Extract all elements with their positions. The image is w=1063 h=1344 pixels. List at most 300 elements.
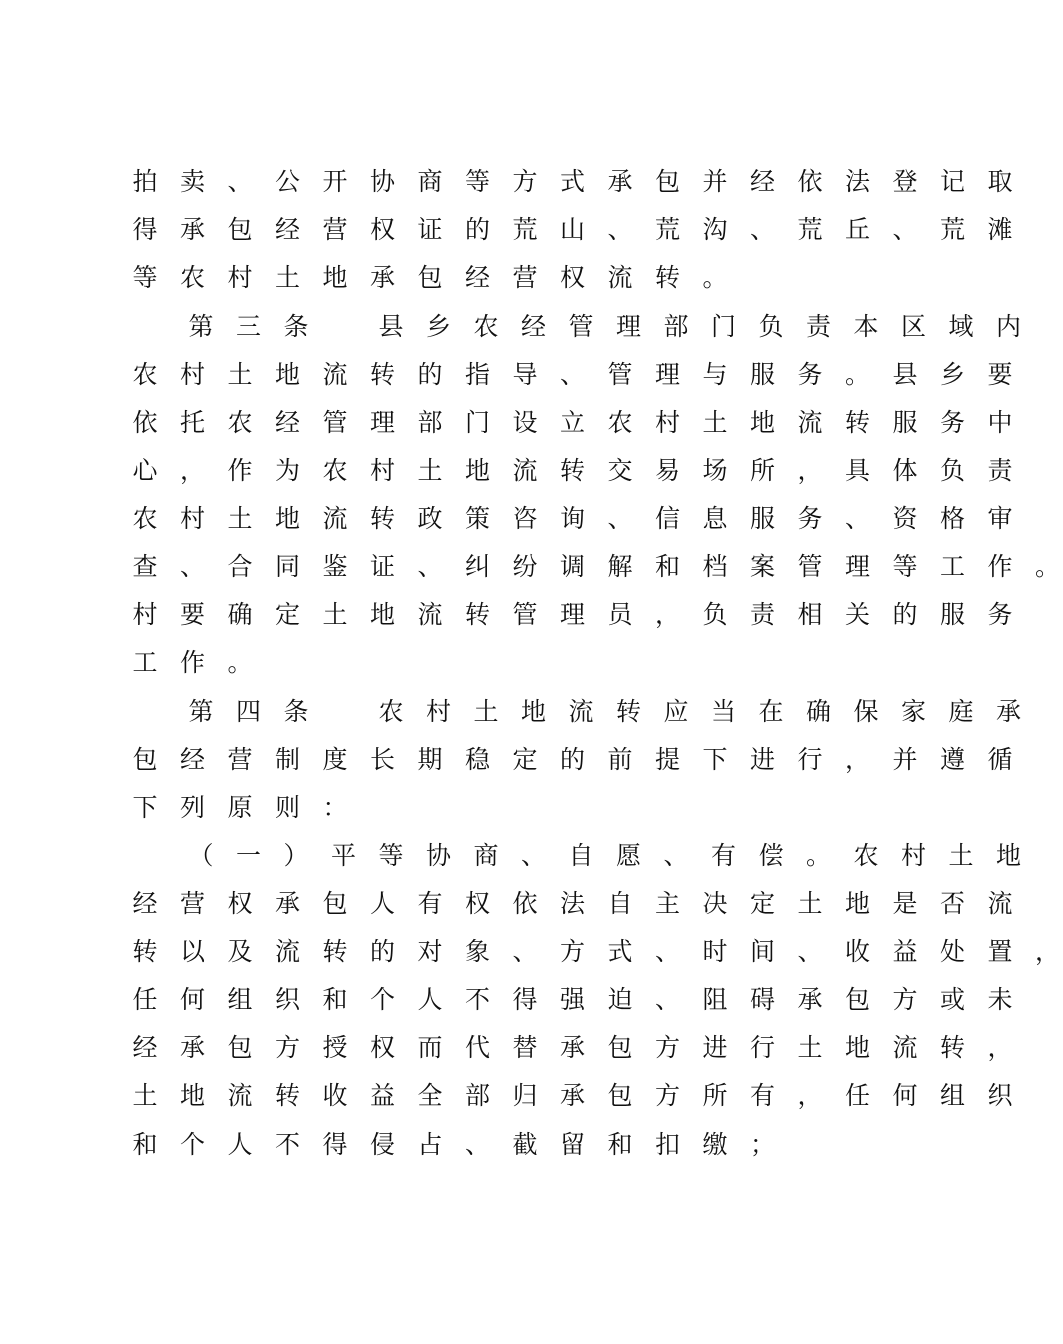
glyph: 审 [987, 504, 1013, 533]
glyph: 登 [892, 167, 918, 196]
glyph: 期 [417, 745, 443, 774]
glyph: 商 [473, 841, 499, 870]
glyph: 。 [844, 360, 870, 389]
glyph: 转 [369, 504, 395, 533]
glyph: ： [322, 793, 348, 822]
glyph: 协 [369, 167, 395, 196]
glyph: 有 [749, 1081, 775, 1110]
glyph: 立 [559, 408, 585, 437]
glyph: 全 [417, 1081, 443, 1110]
glyph: 式 [559, 167, 585, 196]
glyph: 包 [844, 985, 870, 1014]
glyph: 承 [274, 889, 300, 918]
glyph: 转 [369, 360, 395, 389]
glyph: 等 [132, 263, 158, 292]
text-line-5 [0, 355, 1013, 395]
glyph: 服 [892, 408, 918, 437]
glyph: 地 [274, 504, 300, 533]
glyph: 、 [892, 215, 918, 244]
glyph: 县 [892, 360, 918, 389]
glyph: 资 [892, 504, 918, 533]
glyph: 为 [274, 456, 300, 485]
glyph: 缴 [702, 1130, 728, 1159]
glyph: 或 [939, 985, 965, 1014]
glyph: 中 [987, 408, 1013, 437]
glyph: 行 [749, 1033, 775, 1062]
glyph: 三 [235, 312, 261, 341]
glyph: 所 [749, 456, 775, 485]
glyph: 关 [844, 600, 870, 629]
glyph: 地 [749, 408, 775, 437]
glyph: 时 [702, 937, 728, 966]
glyph: 得 [132, 215, 158, 244]
glyph: 乡 [939, 360, 965, 389]
glyph: 理 [844, 552, 870, 581]
glyph: 依 [797, 167, 823, 196]
glyph: 。 [702, 263, 728, 292]
glyph: 流 [322, 504, 348, 533]
glyph: 村 [132, 600, 158, 629]
glyph: ， [797, 456, 823, 485]
glyph: 、 [520, 841, 546, 870]
glyph: 定 [512, 745, 538, 774]
glyph: 、 [179, 552, 205, 581]
glyph: 土 [797, 1033, 823, 1062]
glyph: 取 [987, 167, 1013, 196]
glyph: 方 [892, 985, 918, 1014]
glyph: 经 [179, 745, 205, 774]
glyph: 政 [417, 504, 443, 533]
glyph: 、 [417, 552, 443, 581]
glyph: 原 [227, 793, 253, 822]
glyph: 象 [464, 937, 490, 966]
glyph: 包 [322, 889, 348, 918]
glyph: 包 [607, 1081, 633, 1110]
glyph: 遵 [939, 745, 965, 774]
glyph: 营 [227, 745, 253, 774]
text-line-20 [0, 1076, 1013, 1116]
glyph: 得 [512, 985, 538, 1014]
glyph: 权 [369, 1033, 395, 1062]
glyph: 要 [179, 600, 205, 629]
text-line-7 [0, 451, 1013, 491]
text-line-17 [0, 932, 1060, 972]
glyph: 解 [607, 552, 633, 581]
glyph: 列 [179, 793, 205, 822]
glyph: 信 [654, 504, 680, 533]
glyph: 。 [227, 648, 253, 677]
glyph: 四 [235, 697, 261, 726]
glyph: 沟 [702, 215, 728, 244]
glyph: 任 [844, 1081, 870, 1110]
glyph: 行 [797, 745, 823, 774]
glyph: 公 [274, 167, 300, 196]
glyph: 法 [844, 167, 870, 196]
glyph: 交 [607, 456, 633, 485]
glyph: 易 [654, 456, 680, 485]
glyph: 工 [132, 648, 158, 677]
glyph: 的 [369, 937, 395, 966]
glyph: 理 [559, 600, 585, 629]
glyph: 扣 [654, 1130, 680, 1159]
glyph: 制 [274, 745, 300, 774]
glyph: 自 [568, 841, 594, 870]
glyph: 土 [274, 263, 300, 292]
glyph: 卖 [179, 167, 205, 196]
glyph: 、 [844, 504, 870, 533]
glyph: 承 [797, 985, 823, 1014]
glyph: 进 [749, 745, 775, 774]
glyph: 偿 [758, 841, 784, 870]
glyph: 相 [797, 600, 823, 629]
glyph: 有 [417, 889, 443, 918]
glyph: 地 [844, 1033, 870, 1062]
glyph: 荒 [512, 215, 538, 244]
glyph: 的 [892, 600, 918, 629]
glyph: 农 [227, 408, 253, 437]
glyph: 部 [663, 312, 689, 341]
glyph: 门 [464, 408, 490, 437]
glyph: 查 [132, 552, 158, 581]
glyph: 经 [132, 1033, 158, 1062]
glyph: 同 [274, 552, 300, 581]
glyph: 证 [417, 215, 443, 244]
glyph: 流 [568, 697, 594, 726]
text-line-11 [0, 643, 950, 683]
glyph: 、 [663, 841, 689, 870]
glyph: 、 [749, 215, 775, 244]
glyph: 土 [417, 456, 443, 485]
glyph: 得 [322, 1130, 348, 1159]
glyph: 未 [987, 985, 1013, 1014]
glyph: 方 [559, 937, 585, 966]
glyph: 部 [464, 1081, 490, 1110]
text-line-15 [0, 836, 1021, 876]
glyph: 村 [227, 263, 253, 292]
glyph: 方 [654, 1081, 680, 1110]
glyph: 证 [369, 552, 395, 581]
glyph: 人 [227, 1130, 253, 1159]
glyph: 长 [369, 745, 395, 774]
glyph: ） [283, 841, 309, 870]
glyph: 处 [939, 937, 965, 966]
glyph: ， [797, 1081, 823, 1110]
glyph: 理 [369, 408, 395, 437]
glyph: 服 [749, 360, 775, 389]
glyph: 当 [710, 697, 736, 726]
glyph: 务 [987, 600, 1013, 629]
glyph: 务 [797, 504, 823, 533]
glyph: 地 [369, 600, 395, 629]
text-line-10 [0, 595, 1013, 635]
glyph: 营 [512, 263, 538, 292]
glyph: 地 [995, 841, 1021, 870]
glyph: 区 [900, 312, 926, 341]
glyph: 度 [322, 745, 348, 774]
glyph: 流 [987, 889, 1013, 918]
glyph: 责 [805, 312, 831, 341]
glyph [329, 307, 359, 347]
glyph: 权 [464, 889, 490, 918]
glyph: 山 [559, 215, 585, 244]
glyph: 转 [654, 263, 680, 292]
glyph: 土 [473, 697, 499, 726]
glyph: ， [654, 600, 680, 629]
glyph: 、 [654, 937, 680, 966]
glyph: 益 [369, 1081, 395, 1110]
glyph: 所 [702, 1081, 728, 1110]
glyph: 承 [179, 1033, 205, 1062]
glyph: 下 [132, 793, 158, 822]
glyph: ， [1034, 937, 1060, 966]
glyph: 、 [227, 167, 253, 196]
text-line-21 [0, 1125, 950, 1165]
glyph: 自 [607, 889, 633, 918]
glyph: 作 [987, 552, 1013, 581]
text-line-14 [0, 788, 950, 828]
glyph: 家 [900, 697, 926, 726]
glyph: 鉴 [322, 552, 348, 581]
glyph: 理 [615, 312, 641, 341]
glyph: 方 [512, 167, 538, 196]
glyph: 地 [274, 360, 300, 389]
glyph: 村 [900, 841, 926, 870]
glyph: ， [179, 456, 205, 485]
glyph: 应 [663, 697, 689, 726]
glyph: 商 [417, 167, 443, 196]
glyph: 不 [464, 985, 490, 1014]
glyph: ； [749, 1130, 775, 1159]
glyph: 场 [702, 456, 728, 485]
glyph: 记 [939, 167, 965, 196]
glyph: 何 [179, 985, 205, 1014]
glyph: 调 [559, 552, 585, 581]
glyph: 格 [939, 504, 965, 533]
glyph: 、 [607, 215, 633, 244]
glyph: 设 [512, 408, 538, 437]
glyph: 作 [179, 648, 205, 677]
glyph: 地 [464, 456, 490, 485]
glyph: 、 [464, 1130, 490, 1159]
glyph: ， [844, 745, 870, 774]
glyph: 、 [797, 937, 823, 966]
glyph: 流 [227, 1081, 253, 1110]
glyph: 服 [749, 504, 775, 533]
glyph: 务 [939, 408, 965, 437]
glyph: 下 [702, 745, 728, 774]
glyph: 方 [274, 1033, 300, 1062]
glyph: 确 [227, 600, 253, 629]
glyph: （ [188, 841, 214, 870]
glyph: 心 [132, 456, 158, 485]
glyph: 个 [369, 985, 395, 1014]
glyph: 具 [844, 456, 870, 485]
glyph: 归 [512, 1081, 538, 1110]
glyph: 服 [939, 600, 965, 629]
glyph: 负 [702, 600, 728, 629]
glyph: 和 [654, 552, 680, 581]
glyph: 庭 [948, 697, 974, 726]
glyph: 承 [559, 1033, 585, 1062]
glyph: 人 [369, 889, 395, 918]
glyph: 一 [235, 841, 261, 870]
glyph: 流 [512, 456, 538, 485]
glyph: 、 [607, 504, 633, 533]
glyph: 及 [227, 937, 253, 966]
glyph: 主 [654, 889, 680, 918]
glyph: 。 [805, 841, 831, 870]
glyph: 阻 [702, 985, 728, 1014]
glyph: 询 [559, 504, 585, 533]
glyph: 有 [710, 841, 736, 870]
glyph: 转 [464, 600, 490, 629]
glyph: 授 [322, 1033, 348, 1062]
glyph: 经 [274, 215, 300, 244]
glyph: 包 [132, 745, 158, 774]
glyph: 权 [369, 215, 395, 244]
glyph: 个 [179, 1130, 205, 1159]
glyph: 包 [227, 1033, 253, 1062]
glyph: 责 [987, 456, 1013, 485]
glyph: 依 [512, 889, 538, 918]
glyph: 土 [132, 1081, 158, 1110]
text-line-9 [0, 547, 1060, 587]
glyph: 滩 [987, 215, 1013, 244]
glyph: 包 [654, 167, 680, 196]
glyph: 间 [749, 937, 775, 966]
glyph: 农 [132, 360, 158, 389]
glyph: 土 [702, 408, 728, 437]
glyph: 村 [369, 456, 395, 485]
glyph: 息 [702, 504, 728, 533]
glyph: 管 [607, 360, 633, 389]
glyph: 是 [892, 889, 918, 918]
glyph: 管 [512, 600, 538, 629]
glyph: 体 [892, 456, 918, 485]
glyph: 决 [702, 889, 728, 918]
glyph: 与 [702, 360, 728, 389]
glyph: 条 [283, 697, 309, 726]
glyph: 占 [417, 1130, 443, 1159]
glyph: 务 [797, 360, 823, 389]
text-line-13 [0, 740, 1013, 780]
glyph: 要 [987, 360, 1013, 389]
glyph: 转 [939, 1033, 965, 1062]
text-line-16 [0, 884, 1013, 924]
glyph: 法 [559, 889, 585, 918]
glyph: 纷 [512, 552, 538, 581]
glyph: 组 [939, 1081, 965, 1110]
glyph: 替 [512, 1033, 538, 1062]
glyph: 的 [417, 360, 443, 389]
glyph: 权 [559, 263, 585, 292]
glyph: 土 [227, 360, 253, 389]
glyph: 农 [853, 841, 879, 870]
glyph: ， [987, 1033, 1013, 1062]
glyph: 式 [607, 937, 633, 966]
glyph: 。 [1034, 552, 1060, 581]
glyph: 包 [607, 1033, 633, 1062]
glyph: 代 [464, 1033, 490, 1062]
glyph: 承 [179, 215, 205, 244]
glyph: 人 [417, 985, 443, 1014]
glyph: 员 [607, 600, 633, 629]
glyph: 收 [322, 1081, 348, 1110]
glyph: 织 [274, 985, 300, 1014]
glyph: 转 [132, 937, 158, 966]
glyph: 包 [227, 215, 253, 244]
glyph: 愿 [615, 841, 641, 870]
glyph: 、 [654, 985, 680, 1014]
glyph: 对 [417, 937, 443, 966]
glyph: 依 [132, 408, 158, 437]
glyph: 域 [948, 312, 974, 341]
glyph: 强 [559, 985, 585, 1014]
glyph: 织 [987, 1081, 1013, 1110]
glyph: 乡 [425, 312, 451, 341]
glyph: 托 [179, 408, 205, 437]
glyph: 和 [322, 985, 348, 1014]
glyph: 部 [417, 408, 443, 437]
text-line-6 [0, 403, 1013, 443]
glyph: 平 [330, 841, 356, 870]
glyph: 本 [853, 312, 879, 341]
glyph: 不 [274, 1130, 300, 1159]
glyph: 在 [758, 697, 784, 726]
glyph: 以 [179, 937, 205, 966]
glyph: 包 [417, 263, 443, 292]
glyph: 任 [132, 985, 158, 1014]
glyph: 地 [322, 263, 348, 292]
glyph: 前 [607, 745, 633, 774]
glyph: 合 [227, 552, 253, 581]
glyph: 土 [227, 504, 253, 533]
glyph: 承 [369, 263, 395, 292]
glyph: 等 [892, 552, 918, 581]
glyph: 循 [987, 745, 1013, 774]
glyph: 等 [464, 167, 490, 196]
glyph: 置 [987, 937, 1013, 966]
glyph: 截 [512, 1130, 538, 1159]
glyph: 等 [378, 841, 404, 870]
text-line-12 [0, 692, 1021, 732]
glyph: 农 [322, 456, 348, 485]
glyph: 营 [322, 215, 348, 244]
glyph: 协 [425, 841, 451, 870]
glyph: 第 [188, 312, 214, 341]
glyph: 并 [892, 745, 918, 774]
glyph: 荒 [797, 215, 823, 244]
glyph: 侵 [369, 1130, 395, 1159]
glyph: 的 [464, 215, 490, 244]
glyph: 门 [710, 312, 736, 341]
glyph: 碍 [749, 985, 775, 1014]
text-line-2 [0, 210, 1013, 250]
glyph: 经 [274, 408, 300, 437]
glyph: 荒 [939, 215, 965, 244]
glyph: 地 [520, 697, 546, 726]
glyph: 流 [607, 263, 633, 292]
glyph: 咨 [512, 504, 538, 533]
glyph: 提 [654, 745, 680, 774]
glyph: 管 [797, 552, 823, 581]
text-line-18 [0, 980, 1013, 1020]
glyph: 负 [758, 312, 784, 341]
glyph: 并 [702, 167, 728, 196]
glyph: 承 [607, 167, 633, 196]
glyph: 导 [512, 360, 538, 389]
glyph: 转 [274, 1081, 300, 1110]
